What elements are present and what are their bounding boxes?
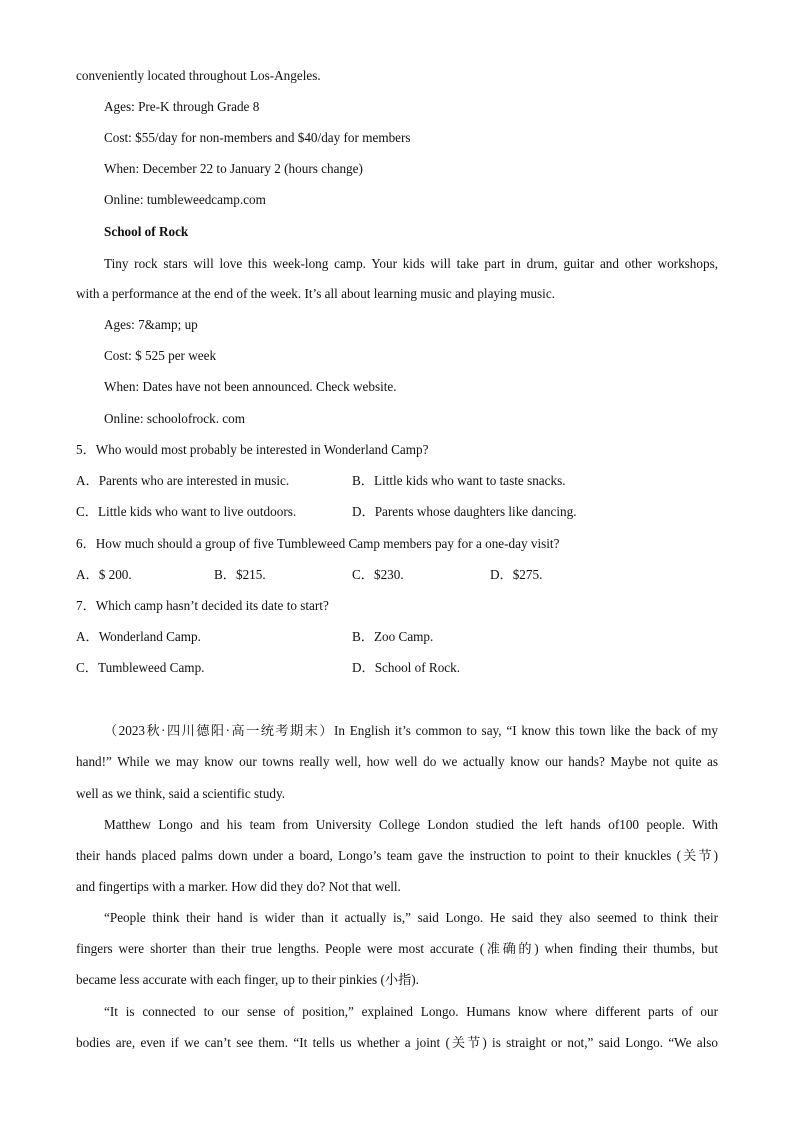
q5-option-c: C．Little kids who want to live outdoors. bbox=[76, 504, 297, 519]
passage-p3-line-2: fingers were shorter than their true lengths. People were most accurate (准确的) when finding their thumbs, but bbox=[76, 941, 718, 956]
passage-p1-line-1: （2023秋·四川德阳·高一统考期末）In English it’s common to say, “I know this town like the back of my bbox=[104, 723, 718, 738]
passage-p4-line-2: bodies are, even if we can’t see them. “It tells us whether a joint (关节) is straight or not,” said Longo. “We also bbox=[76, 1035, 718, 1050]
passage-p3-line-3: became less accurate with each finger, up to their pinkies (小指). bbox=[76, 972, 419, 987]
q6-option-d: D．$275. bbox=[490, 567, 543, 582]
rock-title: School of Rock bbox=[104, 224, 189, 239]
tumbleweed-when: When: December 22 to January 2 (hours change) bbox=[104, 161, 363, 176]
tumbleweed-ages: Ages: Pre-K through Grade 8 bbox=[104, 99, 260, 114]
rock-online: Online: schoolofrock. com bbox=[104, 411, 245, 426]
passage-p1-line-2: hand!” While we may know our towns really well, how well do we actually know our hands? Maybe not quite as bbox=[76, 754, 718, 769]
passage-p2-line-3: and fingertips with a marker. How did they do? Not that well. bbox=[76, 879, 401, 894]
passage-p2-line-2: their hands placed palms down under a board, Longo’s team gave the instruction to point to their knuckles (关节) bbox=[76, 848, 718, 863]
rock-cost: Cost: $ 525 per week bbox=[104, 348, 217, 363]
q6-option-a: A．$ 200. bbox=[76, 567, 132, 582]
question-5: 5．Who would most probably be interested in Wonderland Camp? bbox=[76, 442, 429, 457]
q7-option-d: D．School of Rock. bbox=[352, 660, 461, 675]
passage-p1-line-3: well as we think, said a scientific study. bbox=[76, 786, 285, 801]
question-7: 7．Which camp hasn’t decided its date to start? bbox=[76, 598, 329, 613]
question-6: 6．How much should a group of five Tumbleweed Camp members pay for a one-day visit? bbox=[76, 536, 560, 551]
tumbleweed-online: Online: tumbleweedcamp.com bbox=[104, 192, 266, 207]
rock-ages: Ages: 7&amp; up bbox=[104, 317, 198, 332]
rock-desc-line-1: Tiny rock stars will love this week-long camp. Your kids will take part in drum, guitar and other workshops, bbox=[104, 256, 718, 271]
rock-when: When: Dates have not been announced. Check website. bbox=[104, 379, 397, 394]
passage-p3-line-1: “People think their hand is wider than it actually is,” said Longo. He said they also seemed to think their bbox=[104, 910, 718, 925]
q7-option-c: C．Tumbleweed Camp. bbox=[76, 660, 205, 675]
q6-option-b: B．$215. bbox=[214, 567, 266, 582]
passage-p2-line-1: Matthew Longo and his team from University College London studied the left hands of100 people. With bbox=[104, 817, 718, 832]
q7-option-a: A．Wonderland Camp. bbox=[76, 629, 201, 644]
passage-p4-line-1: “It is connected to our sense of position,” explained Longo. Humans know where different parts of our bbox=[104, 1004, 718, 1019]
intro-tail: conveniently located throughout Los-Angeles. bbox=[76, 68, 321, 83]
q5-option-d: D．Parents whose daughters like dancing. bbox=[352, 504, 577, 519]
q5-option-b: B．Little kids who want to taste snacks. bbox=[352, 473, 566, 488]
q5-option-a: A．Parents who are interested in music. bbox=[76, 473, 290, 488]
q7-option-b: B．Zoo Camp. bbox=[352, 629, 434, 644]
tumbleweed-cost: Cost: $55/day for non-members and $40/day for members bbox=[104, 130, 411, 145]
q6-option-c: C．$230. bbox=[352, 567, 404, 582]
rock-desc-line-2: with a performance at the end of the week. It’s all about learning music and playing music. bbox=[76, 286, 555, 301]
